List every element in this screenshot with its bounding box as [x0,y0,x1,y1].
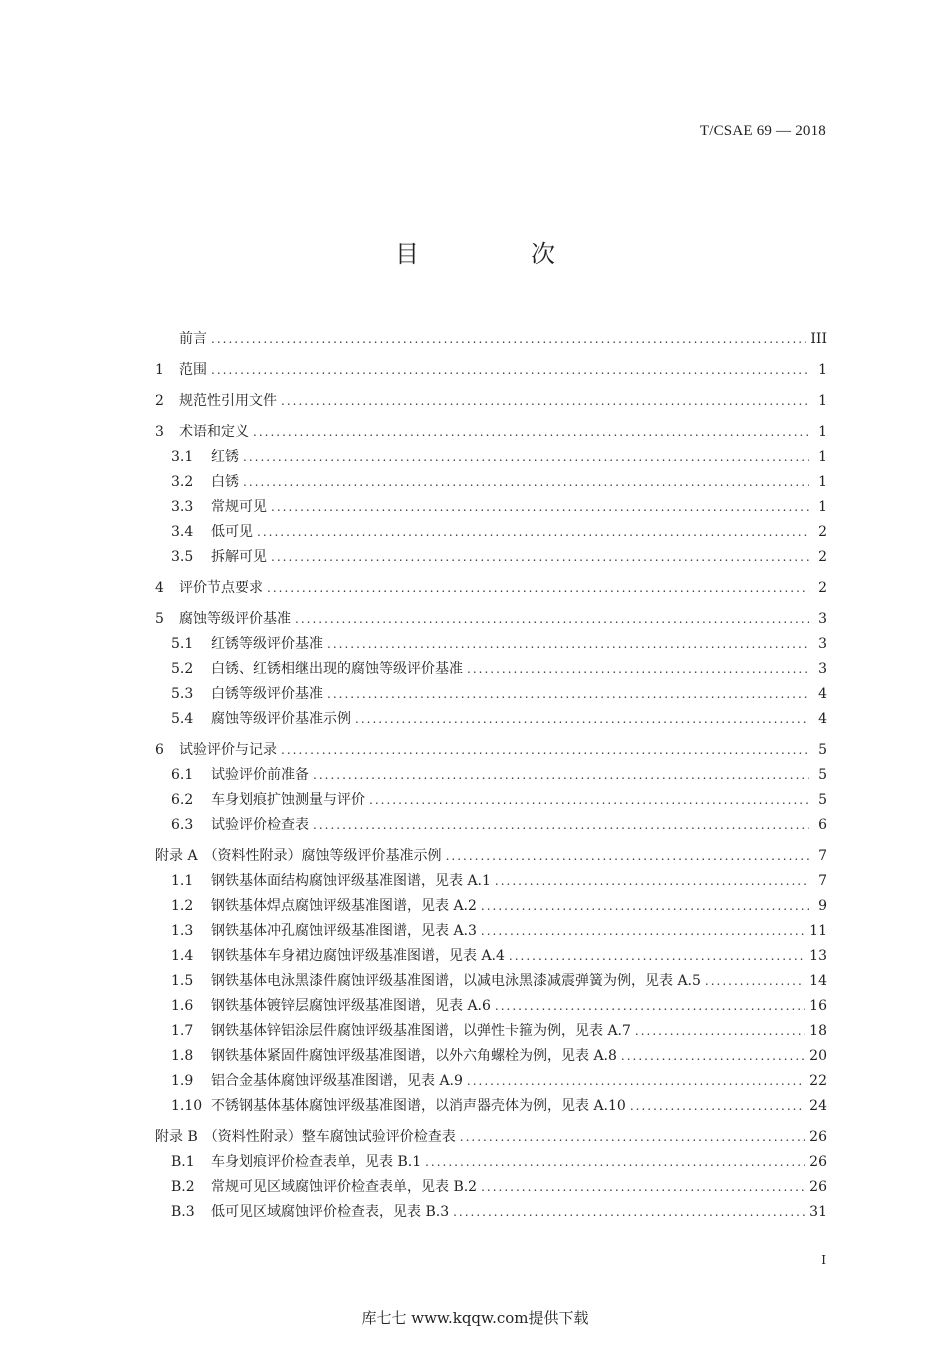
toc-leader-dots [295,607,809,632]
toc-entry[interactable] [155,545,827,570]
toc-entry-number: 5.3 [171,686,194,702]
toc-entry-number: 附录 A [155,848,198,864]
toc-entry-number: 5.2 [171,661,194,677]
toc-entry-page: 22 [809,1073,827,1089]
toc-leader-dots [460,1125,805,1150]
toc-leader-dots [281,389,809,414]
toc-entry-number: 6.1 [171,767,194,783]
toc-entry-label: 腐蚀等级评价基准 [179,611,291,627]
toc-entry-page: 11 [809,923,827,939]
toc-entry[interactable] [155,869,827,894]
toc-entry-page: 4 [818,686,827,702]
toc-leader-dots [271,495,809,520]
toc-entry-label: 钢铁基体电泳黑漆件腐蚀评级基准图谱，以减电泳黑漆减震弹簧为例，见表 A.5 [211,973,701,989]
toc-leader-dots [630,1094,805,1119]
toc-entry-label: 低可见区域腐蚀评价检查表，见表 B.3 [211,1204,450,1220]
toc-entry-label: 车身划痕评价检查表单，见表 B.1 [211,1154,422,1170]
toc-entry[interactable] [155,420,827,445]
toc-entry[interactable] [155,1019,827,1044]
toc-entry-label: 不锈钢基体基体腐蚀评级基准图谱，以消声器壳体为例，见表 A.10 [211,1098,626,1114]
toc-entry-label: （资料性附录）整车腐蚀试验评价检查表 [203,1129,456,1145]
toc-leader-dots [267,576,809,601]
toc-entry-label: 拆解可见 [211,549,267,565]
toc-entry-number: 1.2 [171,898,194,914]
toc-entry-label: 腐蚀等级评价基准示例 [211,711,351,727]
toc-entry-page: 14 [809,973,827,989]
toc-leader-dots [327,682,809,707]
toc-entry-label: 钢铁基体镀锌层腐蚀评级基准图谱，见表 A.6 [211,998,491,1014]
toc-entry-label: 白锈 [211,474,239,490]
toc-leader-dots [211,358,809,383]
toc-entry-label: 试验评价与记录 [179,742,277,758]
toc-entry-number: 1.1 [171,873,194,889]
toc-entry-page: 20 [809,1048,827,1064]
page-title: 目 次 [395,240,599,268]
toc-entry-label: 低可见 [211,524,253,540]
toc-leader-dots [481,894,809,919]
toc-entry-number: 1.6 [171,998,194,1014]
toc-entry-page: 7 [818,873,827,889]
toc-leader-dots [211,327,806,352]
toc-entry[interactable] [155,657,827,682]
toc-entry-page: 3 [818,636,827,652]
toc-entry-number: 3.5 [171,549,194,565]
toc-entry-label: 钢铁基体焊点腐蚀评级基准图谱，见表 A.2 [211,898,477,914]
toc-entry-label: （资料性附录）腐蚀等级评价基准示例 [203,848,442,864]
toc-leader-dots [327,632,809,657]
toc-entry-page: 1 [818,393,827,409]
table-of-contents [155,327,827,1225]
toc-entry-number: 1.8 [171,1048,194,1064]
toc-entry-number: 6 [155,742,164,758]
toc-entry[interactable] [155,1044,827,1069]
toc-entry-page: 1 [818,424,827,440]
toc-leader-dots [495,994,805,1019]
toc-entry[interactable] [155,994,827,1019]
toc-entry-page: 3 [818,661,827,677]
toc-entry[interactable] [155,520,827,545]
toc-entry-page: 31 [809,1204,827,1220]
toc-entry-number: 5.4 [171,711,194,727]
toc-entry-page: 13 [809,948,827,964]
toc-entry-label: 前言 [179,331,207,347]
toc-entry-label: 评价节点要求 [179,580,263,596]
toc-entry[interactable] [155,969,827,994]
toc-entry-number: 1.3 [171,923,194,939]
toc-entry-label: 铝合金基体腐蚀评级基准图谱，见表 A.9 [211,1073,463,1089]
toc-entry[interactable] [155,919,827,944]
toc-entry-page: 1 [818,449,827,465]
toc-leader-dots [467,657,809,682]
toc-leader-dots [281,738,809,763]
toc-entry-label: 车身划痕扩蚀测量与评价 [211,792,365,808]
toc-entry[interactable] [155,389,827,414]
toc-entry-number: B.2 [171,1179,195,1195]
toc-leader-dots [243,445,809,470]
toc-entry-page: 16 [809,998,827,1014]
toc-entry-page: 5 [818,792,827,808]
toc-entry-page: 26 [809,1154,827,1170]
toc-entry-page: 6 [818,817,827,833]
toc-entry-number: 6.3 [171,817,194,833]
toc-entry-page: 5 [818,742,827,758]
toc-leader-dots [705,969,805,994]
toc-leader-dots [355,707,809,732]
toc-entry[interactable] [155,1094,827,1119]
toc-entry[interactable] [155,1200,827,1225]
toc-entry-label: 钢铁基体车身裙边腐蚀评级基准图谱，见表 A.4 [211,948,505,964]
toc-entry[interactable] [155,495,827,520]
toc-entry[interactable] [155,1150,827,1175]
toc-entry[interactable] [155,788,827,813]
toc-entry-page: 7 [818,848,827,864]
toc-entry-number: 1.4 [171,948,194,964]
toc-entry-number: 5 [155,611,164,627]
toc-entry[interactable] [155,738,827,763]
toc-leader-dots [509,944,805,969]
toc-entry-label: 红锈等级评价基准 [211,636,323,652]
toc-entry-label: 常规可见区域腐蚀评价检查表单，见表 B.2 [211,1179,478,1195]
toc-entry-label: 白锈、红锈相继出现的腐蚀等级评价基准 [211,661,463,677]
toc-entry-label: 红锈 [211,449,239,465]
toc-entry-number: 6.2 [171,792,194,808]
toc-entry-number: 4 [155,580,164,596]
toc-entry-page: 2 [818,580,827,596]
toc-entry-number: 1.10 [171,1098,203,1114]
toc-entry-number: 1 [155,362,164,378]
toc-leader-dots [253,420,809,445]
toc-entry-page: III [810,331,827,347]
toc-leader-dots [313,763,809,788]
toc-entry-page: 24 [809,1098,827,1114]
toc-leader-dots [313,813,809,838]
toc-leader-dots [243,470,809,495]
toc-entry-label: 钢铁基体面结构腐蚀评级基准图谱，见表 A.1 [211,873,491,889]
toc-entry[interactable] [155,813,827,838]
toc-leader-dots [257,520,809,545]
toc-entry-label: 试验评价前准备 [211,767,309,783]
toc-entry-number: 5.1 [171,636,194,652]
toc-entry-page: 2 [818,524,827,540]
toc-entry-page: 18 [809,1023,827,1039]
toc-entry-label: 钢铁基体紧固件腐蚀评级基准图谱，以外六角螺栓为例，见表 A.8 [211,1048,617,1064]
toc-entry-number: 附录 B [155,1129,198,1145]
toc-entry-page: 1 [818,474,827,490]
toc-entry-page: 1 [818,362,827,378]
toc-entry-number: 3.1 [171,449,194,465]
toc-leader-dots [425,1150,805,1175]
toc-entry-number: 3.4 [171,524,194,540]
toc-entry[interactable] [155,1125,827,1150]
toc-entry[interactable] [155,445,827,470]
toc-entry-page: 1 [818,499,827,515]
toc-entry[interactable] [155,894,827,919]
toc-leader-dots [271,545,809,570]
toc-leader-dots [621,1044,805,1069]
toc-entry-page: 5 [818,767,827,783]
toc-leader-dots [467,1069,805,1094]
toc-entry[interactable] [155,682,827,707]
toc-entry-label: 范围 [179,362,207,378]
toc-entry[interactable] [155,632,827,657]
toc-entry-label: 术语和定义 [179,424,249,440]
toc-entry-number: 2 [155,393,164,409]
toc-entry-number: 3.2 [171,474,194,490]
toc-leader-dots [481,1175,805,1200]
toc-entry-number: B.3 [171,1204,195,1220]
toc-entry[interactable] [155,944,827,969]
toc-entry-page: 4 [818,711,827,727]
toc-entry[interactable] [155,1175,827,1200]
toc-entry[interactable] [155,763,827,788]
page-number: I [821,1253,826,1267]
download-footer: 库七七 www.kqqw.com提供下载 [361,1309,589,1327]
toc-entry-number: 1.9 [171,1073,194,1089]
toc-entry-label: 常规可见 [211,499,267,515]
toc-entry[interactable] [155,358,827,383]
toc-entry-label: 钢铁基体锌铝涂层件腐蚀评级基准图谱，以弹性卡箍为例，见表 A.7 [211,1023,631,1039]
toc-entry-page: 26 [809,1129,827,1145]
toc-entry-label: 规范性引用文件 [179,393,277,409]
toc-entry-number: 1.7 [171,1023,194,1039]
toc-entry-page: 3 [818,611,827,627]
toc-entry[interactable] [155,607,827,632]
toc-entry-page: 9 [818,898,827,914]
toc-entry-number: 3 [155,424,164,440]
toc-leader-dots [446,844,809,869]
toc-entry-page: 26 [809,1179,827,1195]
toc-entry-page: 2 [818,549,827,565]
toc-leader-dots [453,1200,805,1225]
standard-code: T/CSAE 69 — 2018 [699,123,826,139]
toc-entry[interactable] [155,707,827,732]
toc-entry[interactable] [155,470,827,495]
toc-entry[interactable] [155,576,827,601]
toc-entry-number: 1.5 [171,973,194,989]
toc-entry-number: B.1 [171,1154,195,1170]
toc-entry[interactable] [155,1069,827,1094]
toc-leader-dots [481,919,805,944]
toc-entry-label: 钢铁基体冲孔腐蚀评级基准图谱，见表 A.3 [211,923,477,939]
toc-entry[interactable] [155,844,827,869]
toc-leader-dots [369,788,809,813]
toc-entry[interactable] [155,327,827,352]
toc-entry-number: 3.3 [171,499,194,515]
toc-leader-dots [495,869,809,894]
toc-leader-dots [635,1019,805,1044]
toc-entry-label: 白锈等级评价基准 [211,686,323,702]
toc-entry-label: 试验评价检查表 [211,817,309,833]
